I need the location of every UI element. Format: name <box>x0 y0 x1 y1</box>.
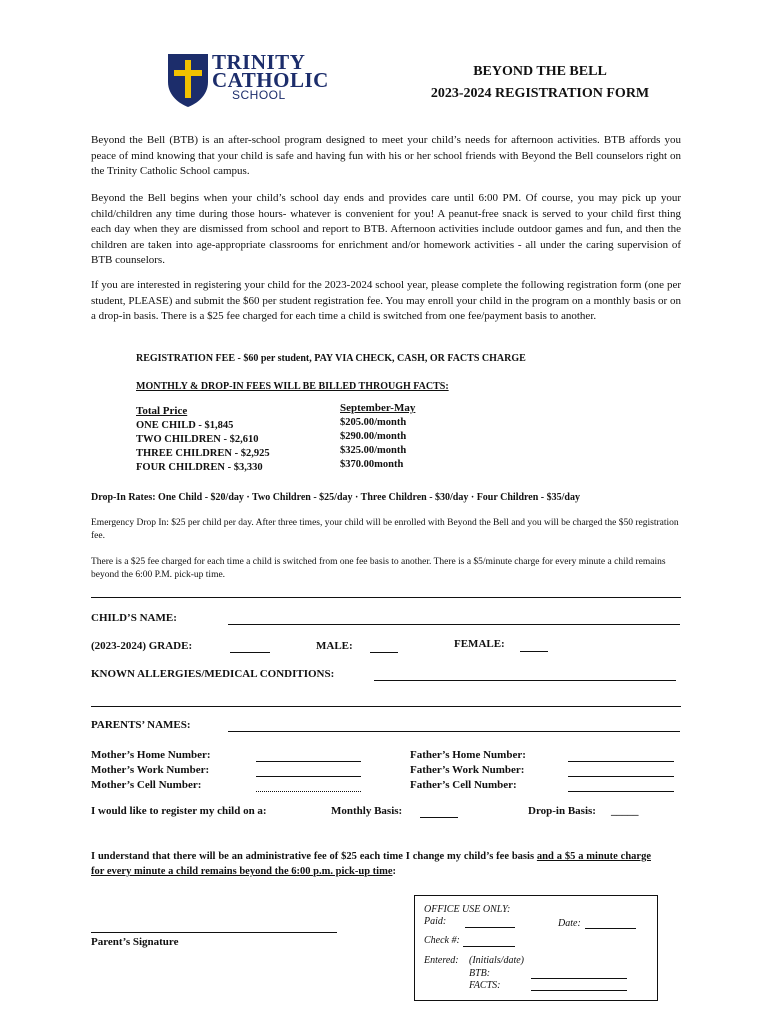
logo-text-catholic: CATHOLIC <box>212 68 329 92</box>
dropin-basis-field[interactable]: _____ <box>611 805 639 817</box>
acknowledgement-end: : <box>392 866 396 877</box>
father-numbers <box>410 748 526 793</box>
date-label: Date: <box>558 918 581 929</box>
grade-field[interactable] <box>230 652 270 653</box>
total-price-label: Total Price <box>136 405 188 417</box>
date-field[interactable] <box>585 928 636 929</box>
school-shield-logo <box>166 52 210 108</box>
acknowledgement-late-charge: and a $5 a minute charge for every minute a child remains beyond the 6:00 p.m. pick-up time <box>91 851 651 877</box>
male-field[interactable] <box>370 652 398 653</box>
btb-label: BTB: <box>469 968 491 979</box>
price-list <box>136 419 270 475</box>
male-label: MALE: <box>316 640 353 652</box>
signature-line[interactable] <box>91 932 337 933</box>
allergies-field-line-2[interactable] <box>91 706 681 707</box>
monthly-row: $370.00month <box>340 459 404 470</box>
price-row: TWO CHILDREN - $2,610 <box>136 434 259 445</box>
acknowledgement-text: I understand that there will be an administrative fee of $25 each time I change my child’s fee basis <box>91 851 537 862</box>
child-name-label: CHILD’S NAME: <box>91 612 177 624</box>
parents-label: PARENTS’ NAMES: <box>91 719 191 731</box>
father-work-label: Father’s Work Number: <box>410 764 525 776</box>
intro-paragraph-3: If you are interested in registering your child for the 2023-2024 school year, please complete the following registration form (one per student, PLEASE) and submit the $60 per student registration fee. You may enroll your child in the program on a monthly basis or on a drop-in basis. There is a $25 fee charged for each time a child is switched from one fee/payment basis to another. <box>91 279 681 322</box>
mother-work-field[interactable] <box>256 776 361 777</box>
mother-home-label: Mother’s Home Number: <box>91 749 211 761</box>
switch-fee-note: There is a $25 fee charged for each time a child is switched from one fee basis to another. There is a $5/minute charge for every minute a child remains beyond the 6:00 P.M. pick-up time. <box>91 557 666 580</box>
female-field[interactable] <box>520 651 548 652</box>
monthly-heading: MONTHLY & DROP-IN FEES WILL BE BILLED THROUGH FACTS: <box>136 381 449 392</box>
father-home-field[interactable] <box>568 761 674 762</box>
office-use-box <box>414 895 658 1001</box>
dropin-basis-label: Drop-in Basis: <box>528 805 596 817</box>
dropin-rates: Drop-In Rates: One Child - $20/day · Two Children - $25/day · Three Children - $30/day · Four Children - $35/day <box>91 492 580 503</box>
paid-label: Paid: <box>424 916 447 927</box>
signature-label: Parent’s Signature <box>91 936 179 948</box>
price-row: FOUR CHILDREN - $3,330 <box>136 462 263 473</box>
parents-field[interactable] <box>228 731 680 732</box>
intro-paragraph-2: Beyond the Bell begins when your child’s school day ends and provides care until 6:00 PM. Of course, you may pick up your child/children any time during those hours- whatever is convenient for you! A peanut-free snack is served to your child first thing each day when they are dismissed from school and report to BTB. Afternoon activities include outdoor games and fun, and then the children are taken into age-appropriate classrooms for enrichment and/or homework activities - all under the caring supervision of BTB counselors. <box>91 192 681 266</box>
price-row: THREE CHILDREN - $2,925 <box>136 448 270 459</box>
monthly-basis-field[interactable] <box>420 817 458 818</box>
monthly-basis-label: Monthly Basis: <box>331 805 403 817</box>
section-divider <box>91 597 681 598</box>
mother-cell-field[interactable] <box>256 791 361 792</box>
child-name-field[interactable] <box>228 624 680 625</box>
facts-entered-field[interactable] <box>531 990 627 991</box>
allergies-field[interactable] <box>374 680 676 681</box>
emergency-dropin: Emergency Drop In: $25 per child per day. After three times, your child will be enrolled with Beyond the Bell and you will be charged the $50 registration fee. <box>91 518 679 541</box>
female-label: FEMALE: <box>454 638 505 650</box>
register-on-label: I would like to register my child on a: <box>91 805 267 817</box>
father-cell-label: Father’s Cell Number: <box>410 779 517 791</box>
acknowledgement <box>91 849 651 879</box>
form-subtitle: 2023-2024 REGISTRATION FORM <box>430 86 650 101</box>
intro-paragraph-1: Beyond the Bell (BTB) is an after-school program designed to meet your child’s needs for afternoon activities. BTB affords you peace of mind knowing that your child is safe and having fun with his or her school friends with Beyond the Bell counselors right on the Trinity Catholic School campus. <box>91 134 681 177</box>
office-use-title: OFFICE USE ONLY: <box>424 904 511 915</box>
check-label: Check #: <box>424 935 460 946</box>
mother-home-field[interactable] <box>256 761 361 762</box>
registration-fee: REGISTRATION FEE - $60 per student, PAY VIA CHECK, CASH, OR FACTS CHARGE <box>136 353 526 364</box>
initials-label: (Initials/date) <box>469 955 524 966</box>
monthly-row: $325.00/month <box>340 445 407 456</box>
father-home-label: Father’s Home Number: <box>410 749 526 761</box>
monthly-row: $205.00/month <box>340 417 407 428</box>
father-work-field[interactable] <box>568 776 674 777</box>
monthly-row: $290.00/month <box>340 431 407 442</box>
price-row: ONE CHILD - $1,845 <box>136 420 234 431</box>
period-label: September-May <box>340 402 416 414</box>
logo-text-trinity: TRINITY <box>212 50 306 74</box>
check-number-field[interactable] <box>463 946 515 947</box>
facts-label: FACTS: <box>469 980 501 991</box>
form-title: BEYOND THE BELL <box>473 64 607 79</box>
grade-label: (2023-2024) GRADE: <box>91 640 193 652</box>
monthly-list <box>340 416 406 472</box>
btb-entered-field[interactable] <box>531 978 627 979</box>
mother-cell-label: Mother’s Cell Number: <box>91 779 202 791</box>
mother-work-label: Mother’s Work Number: <box>91 764 210 776</box>
mother-numbers <box>91 748 211 793</box>
paid-field[interactable] <box>465 927 515 928</box>
allergies-label: KNOWN ALLERGIES/MEDICAL CONDITIONS: <box>91 668 335 680</box>
logo-text-school: SCHOOL <box>232 88 286 102</box>
father-cell-field[interactable] <box>568 791 674 792</box>
entered-label: Entered: <box>424 955 459 966</box>
